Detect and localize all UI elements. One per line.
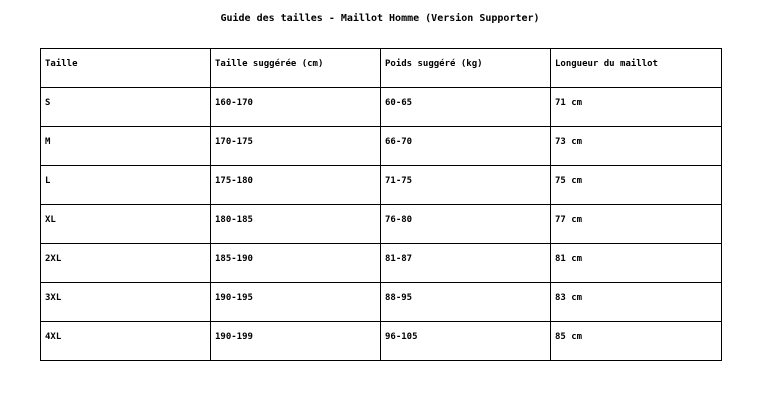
cell-text: 83 cm [555,293,583,303]
cell-text: 75 cm [555,176,583,186]
cell-height [211,283,381,322]
cell-text: 66-70 [385,137,413,147]
cell-text: 2XL [45,254,62,264]
cell-weight [381,88,551,127]
cell-size [41,88,211,127]
header-longueur-maillot [551,49,722,88]
cell-length [551,283,722,322]
cell-text: 180-185 [215,215,253,225]
cell-size [41,205,211,244]
cell-height [211,166,381,205]
table-row [41,88,722,127]
cell-text: 160-170 [215,98,253,108]
cell-text: L [45,176,51,186]
header-poids-suggere [381,49,551,88]
cell-text: 170-175 [215,137,253,147]
page-title: Guide des tailles - Maillot Homme (Version Supporter) [220,13,540,24]
cell-text: 4XL [45,332,62,342]
cell-text: 3XL [45,293,62,303]
table-row [41,166,722,205]
cell-length [551,205,722,244]
header-label: Taille suggérée (cm) [215,59,324,69]
cell-size [41,244,211,283]
cell-text: S [45,98,51,108]
cell-weight [381,322,551,361]
cell-weight [381,166,551,205]
cell-text: 190-195 [215,293,253,303]
cell-weight [381,244,551,283]
cell-height [211,322,381,361]
header-label: Taille [45,59,78,69]
cell-text: 71 cm [555,98,583,108]
cell-text: 76-80 [385,215,413,225]
cell-length [551,88,722,127]
cell-size [41,127,211,166]
table-header-row [41,49,722,88]
cell-length [551,244,722,283]
cell-weight [381,283,551,322]
cell-length [551,127,722,166]
cell-weight [381,127,551,166]
header-label: Poids suggéré (kg) [385,59,483,69]
cell-text: 73 cm [555,137,583,147]
table-row [41,283,722,322]
cell-weight [381,205,551,244]
cell-height [211,127,381,166]
cell-height [211,88,381,127]
cell-text: 81-87 [385,254,413,264]
cell-text: 190-199 [215,332,253,342]
cell-height [211,244,381,283]
table-row [41,322,722,361]
table-row [41,244,722,283]
header-label: Longueur du maillot [555,59,658,69]
cell-text: 175-180 [215,176,253,186]
cell-length [551,166,722,205]
cell-text: M [45,137,51,147]
cell-text: 88-95 [385,293,413,303]
header-taille-suggeree [211,49,381,88]
table-row [41,205,722,244]
size-guide-table [40,48,722,361]
cell-text: 60-65 [385,98,413,108]
cell-length [551,322,722,361]
cell-size [41,322,211,361]
cell-height [211,205,381,244]
cell-text: 96-105 [385,332,418,342]
cell-text: 185-190 [215,254,253,264]
cell-text: XL [45,215,56,225]
table-row [41,127,722,166]
cell-text: 85 cm [555,332,583,342]
cell-text: 71-75 [385,176,413,186]
cell-text: 81 cm [555,254,583,264]
cell-size [41,166,211,205]
cell-text: 77 cm [555,215,583,225]
header-taille [41,49,211,88]
cell-size [41,283,211,322]
